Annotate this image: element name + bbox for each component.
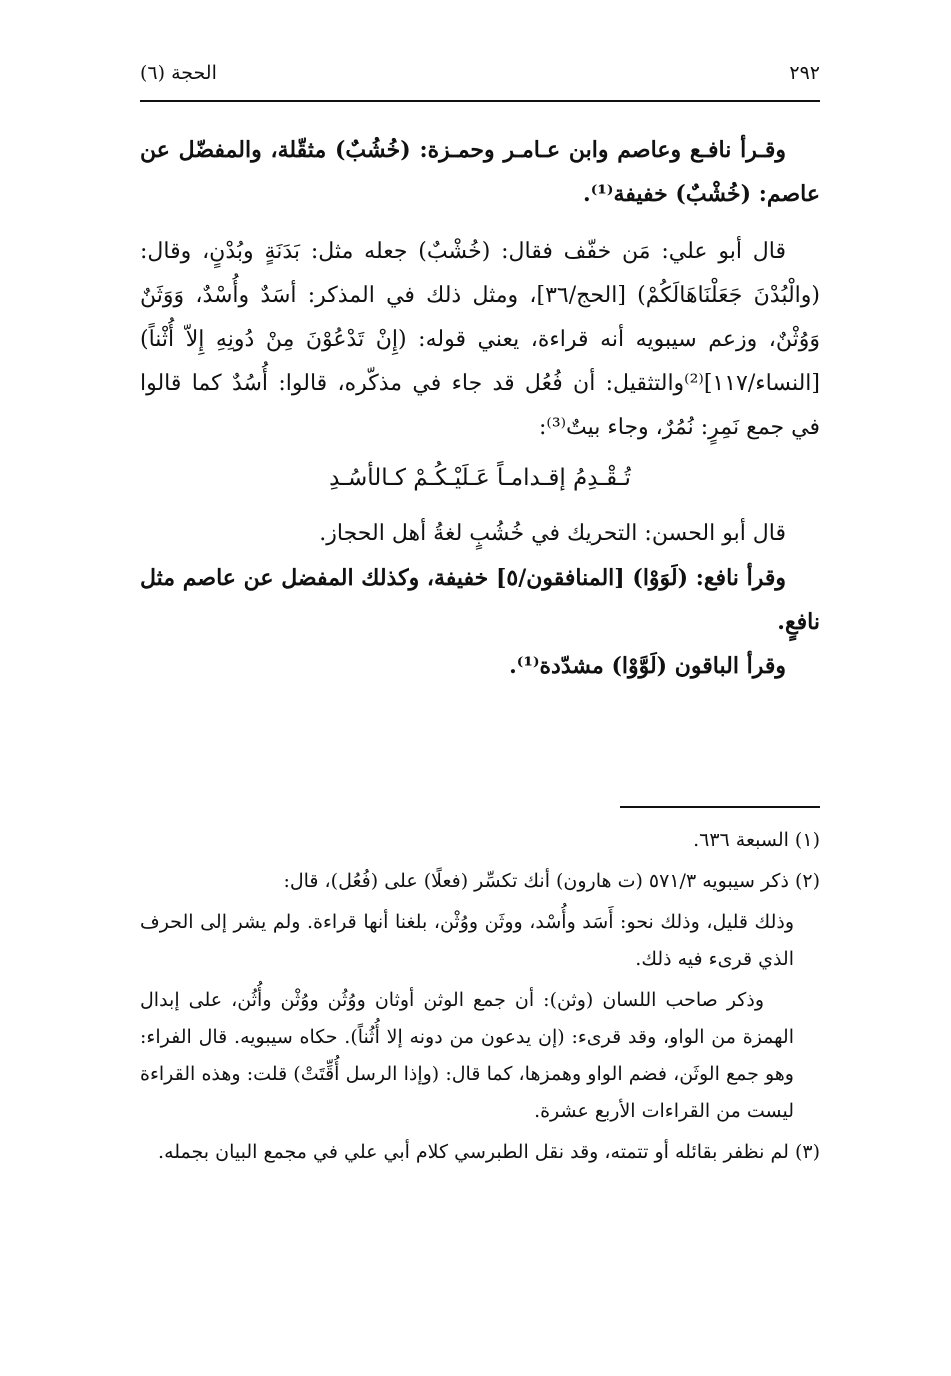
footnote-divider bbox=[620, 806, 820, 808]
paragraph-others-reading: وقرأ الباقون (لَوَّوْا) مشدّدة⁽¹⁾. bbox=[509, 653, 786, 679]
page-number: ٢٩٢ bbox=[789, 62, 820, 84]
footnote-2-lisan: وذكر صاحب اللسان (وثن): أن جمع الوثن أوثان ووُثُن ووُثْن وأُثُن، على إبدال الهمزة من الواو، وقد قرىء: (إن يدعون من دونه إلا أُثُناً). حكاه سيبويه. قال الفراء: وهو جمع الوثَن، فضم الواو وهمزها، كما قال: (وإذا الرسل أُقِّتَتْ) قلت: وهذه القراءة ليست من القراءات الأربع عشرة. bbox=[140, 989, 794, 1122]
running-title: الحجة (٦) bbox=[140, 62, 217, 84]
main-text bbox=[140, 128, 820, 688]
paragraph-abu-ali: قال أبو علي: مَن خفّف فقال: (خُشْبٌ) جعله مثل: بَدَنَةٍ وبُدْنٍ، وقال: (والْبُدْنَ جَعَلْنَاهَالَكُمْ) [الحج/٣٦]، ومثل ذلك في المذكر: أسَدٌ وأُسْدٌ، وَوَثَنٌ وَوُثْنٌ، وزعم سيبويه أنه قراءة، يعني قوله: (إِنْ تَدْعُوْنَ مِنْ دُونِهِ إِلاّ أُثْناً) [النساء/١١٧]⁽²⁾والتثقيل: أن فُعُل قد جاء في مذكّره، قالوا: أُسُدٌ كما قالوا في جمع نَمِرٍ: نُمُرٌ، وجاء بيتٌ⁽³⁾: bbox=[140, 239, 820, 440]
poetry-verse: تُـقْـدِمُ إقـدامـاً عَـلَيْـكُـمْ كـالأسُـدِ bbox=[329, 465, 631, 491]
paragraph-abu-al-hasan: قال أبو الحسن: التحريك في خُشُبٍ لغةُ أهل الحجاز. bbox=[319, 521, 786, 546]
paragraph-nafi-reading: وقرأ نافع: (لَوَوْا) [المنافقون/٥] خفيفة، وكذلك المفضل عن عاصم مثل نافعٍ. bbox=[140, 565, 820, 635]
footnote-2: (٢) ذكر سيبويه ٥٧١/٣ (ت هارون) أنك تكسِّر (فعلًا) على (فُعُل)، قال: bbox=[283, 870, 820, 892]
header-divider bbox=[140, 100, 820, 102]
paragraph-readings: وقـرأ نافـع وعاصم وابن عـامـر وحمـزة: (خُشُبٌ) مثقّلة، والمفضّل عن عاصم: (خُشْبٌ) خفيفة⁽¹⁾. bbox=[140, 137, 820, 207]
footnote-2-continuation: وذلك قليل، وذلك نحو: أَسَد وأُسْد، ووثَن ووُثْن، بلغنا أنها قراءة. ولم يشر إلى الحرف الذي قرىء فيه ذلك. bbox=[140, 911, 794, 970]
footnote-1: (١) السبعة ٦٣٦. bbox=[693, 829, 820, 851]
footnotes bbox=[140, 822, 820, 1175]
page-header bbox=[140, 56, 820, 90]
footnote-3: (٣) لم نظفر بقائله أو تتمته، وقد نقل الطبرسي كلام أبي علي في مجمع البيان بجمله. bbox=[158, 1141, 820, 1163]
